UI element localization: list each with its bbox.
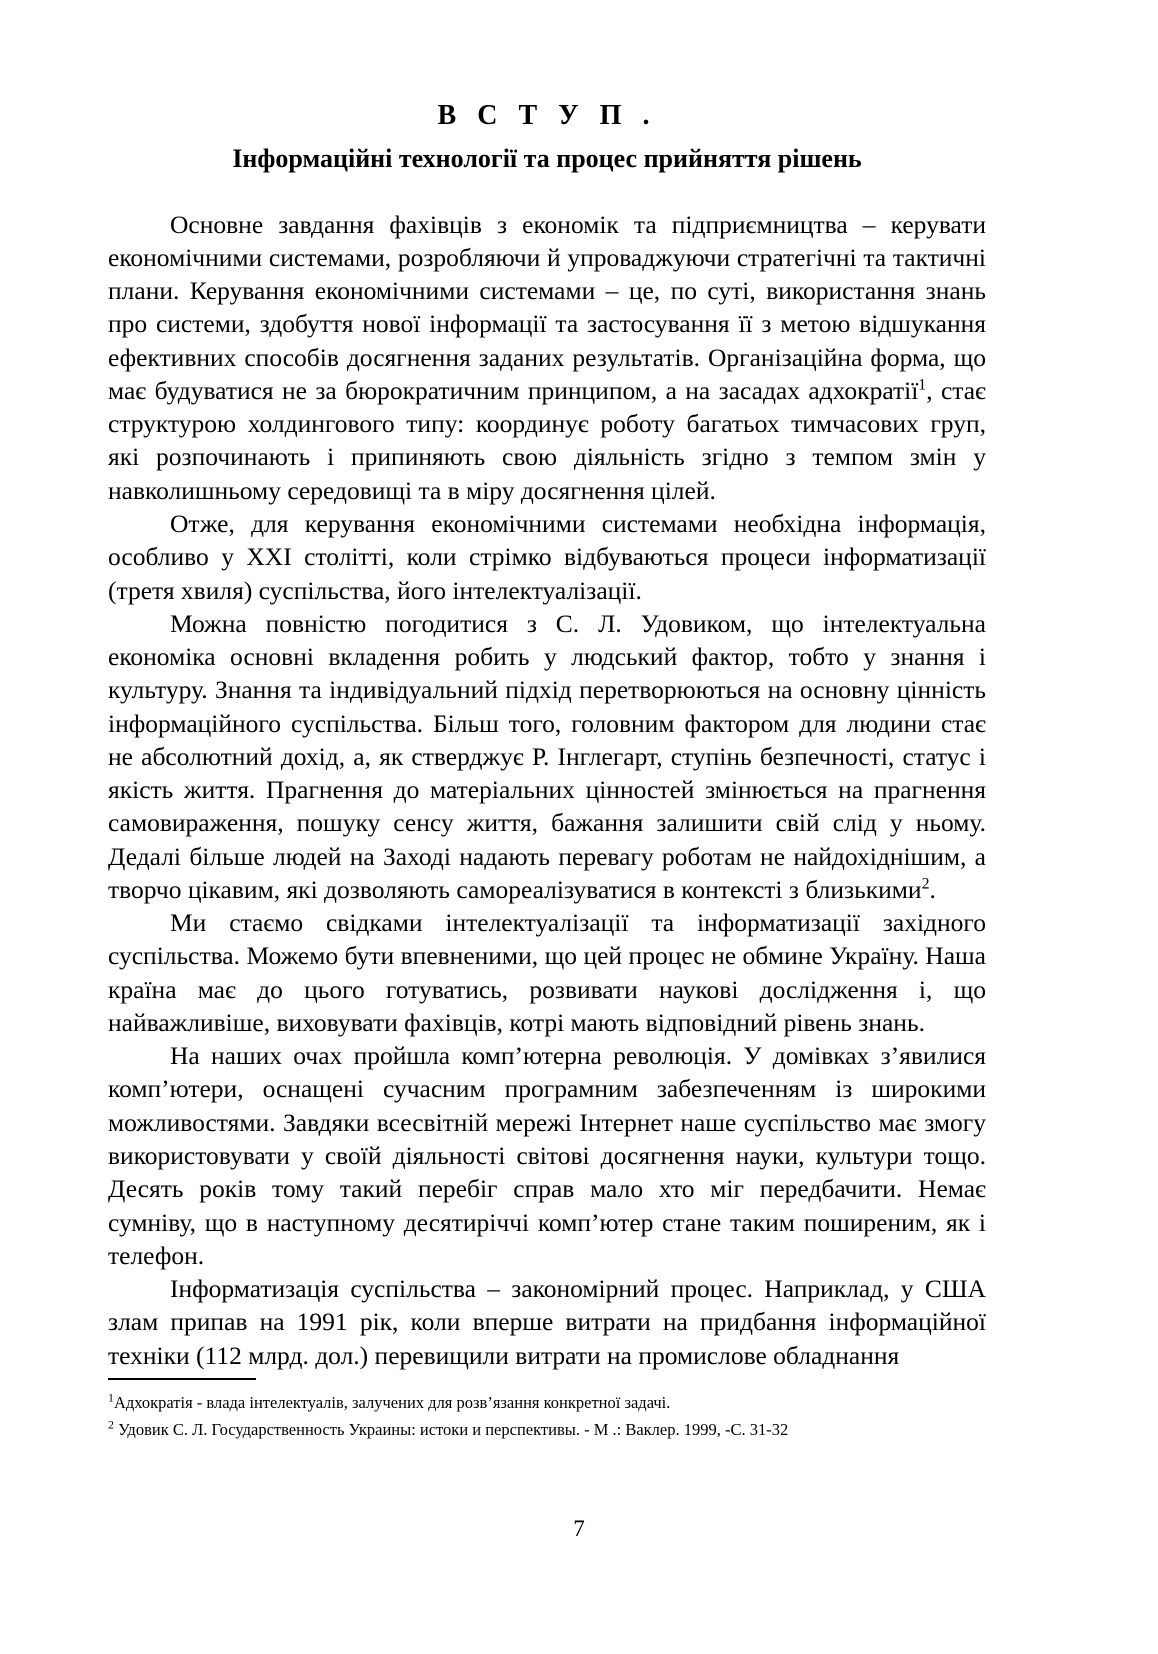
footnote-marker-1: 1	[108, 1390, 114, 1405]
page-content	[108, 96, 986, 1372]
body-paragraph-2: Отже, для керування економічними системами необхідна інформація, особливо у XXI столітті, коли стрімко відбуваються процеси інформатизації (третя хвиля) суспільства, його інтелектуалізації.	[108, 508, 986, 605]
paragraph-text: Можна повністю погодитися з С. Л. Удовиком, що інтелектуальна економіка основні вкладення робить у людський фактор, тобто у знання і культуру. Знання та індивідуальний підхід перетворюються на основну цінність інформаційного суспільства. Більш того, головним фактором для людини стає не абсолютний дохід, а, як стверджує Р. Інглегарт, ступінь безпечності, статус і якість життя. Прагнення до матеріальних цінностей змінюється на прагнення самовираження, пошуку сенсу життя, бажання залишити свій слід у ньому. Дедалі більше людей на Заході надають перевагу роботам не найдохіднішим, а творчо цікавим, які дозволяють самореалізуватися в контексті з близькими	[108, 608, 986, 904]
page-title: В С Т У П .	[437, 100, 657, 131]
body-paragraph-6: Інформатизація суспільства – закономірний процес. Наприклад, у США злам припав на 1991 рік, коли вперше витрати на придбання інформаційної техніки (112 млрд. дол.) перевищили витрати на промислове обладнання	[108, 1274, 986, 1370]
page-number: 7	[573, 1516, 585, 1541]
footnote-text: Удовик С. Л. Государственность Украины: истоки и перспективы. - М .: Ваклер. 1999, -С. 31-32	[113, 1419, 789, 1439]
footnote-2	[108, 1417, 986, 1444]
body-paragraph-5: На наших очах пройшла комп’ютерна революція. У домівках з’явилися комп’ютери, оснащені сучасним програмним забезпеченням із широкими можливостями. Завдяки всесвітній мережі Інтернет наше суспільство має змогу використовувати у своїй діяльності світові досягнення науки, культури тощо. Десять років тому такий перебіг справ мало хто міг передбачити. Немає сумніву, що в наступному десятиріччі комп’ютер стане таким поширеним, як і телефон.	[108, 1041, 986, 1270]
footnote-marker-2: 2	[108, 1417, 114, 1432]
footnote-ref-2[interactable]: 2	[921, 875, 930, 893]
footnote-text: Адхократія - влада інтелектуалів, залучених для розв’язання конкретної задачі.	[113, 1393, 671, 1412]
paragraph-text: Основне завдання фахівців з економік та підприємництва – керувати економічними системами, розробляючи й упроваджуючи стратегічні та тактичні плани. Керування економічними системами – це, по суті, використання знань про системи, здобуття нової інформації та застосування її з метою відшукання ефективних способів досягнення заданих результатів. Організаційна форма, що має будуватися не за бюрократичним принципом, а на засадах адхократії	[108, 209, 986, 405]
footnote-ref-1[interactable]: 1	[918, 376, 927, 394]
body-paragraph-3	[108, 607, 986, 906]
body-paragraph-4: Ми стаємо свідками інтелектуалізації та інформатизації західного суспільства. Можемо бути впевненими, що цей процес не обмине Україну. Наша країна має до цього готуватись, розвивати наукові дослідження і, що найважливіше, виховувати фахівців, котрі мають відповідний рівень знань.	[108, 908, 986, 1037]
footnote-1	[108, 1390, 986, 1417]
footnote-separator-rule	[108, 1378, 256, 1380]
paragraph-text-cont: .	[929, 874, 936, 904]
body-paragraph-1	[108, 208, 986, 507]
page-subtitle: Інформаційні технології та процес прийняття рішень	[232, 144, 862, 174]
paragraph-text-cont: , стає структурою холдингового типу: координує роботу багатьох тимчасових груп, які розпочинають і припиняють свою діяльність згідно з темпом змін у навколишньому середовищі та в міру досягнення цілей.	[108, 375, 986, 505]
footnote-area	[108, 1378, 986, 1443]
